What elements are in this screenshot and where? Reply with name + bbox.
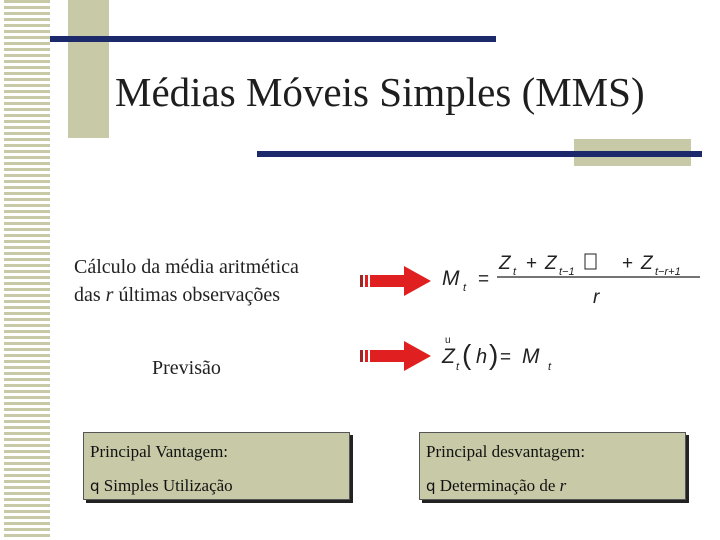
missing-glyph-box — [585, 254, 596, 269]
svg-text:t−1: t−1 — [559, 266, 575, 278]
calc-line-1: Cálculo da média aritmética — [74, 256, 299, 278]
svg-text:t−r+1: t−r+1 — [655, 266, 681, 278]
top-accent-line — [50, 36, 496, 42]
slide-title: Médias Móveis Simples (MMS) — [115, 69, 645, 115]
formula-lhs-sub: t — [463, 282, 467, 294]
forecast-formula — [438, 330, 578, 380]
formula-lhs: M — [442, 267, 460, 290]
checkbox-bullet-icon: q — [426, 477, 436, 495]
checkbox-bullet-icon: q — [90, 477, 100, 495]
moving-average-formula — [438, 245, 708, 315]
arrow-right-icon — [358, 263, 433, 299]
advantage-item: q Simples Utilização — [90, 476, 233, 495]
advantage-box — [83, 432, 350, 500]
formula-equals: = — [478, 269, 490, 290]
formula-plus-2: + — [622, 253, 634, 274]
formula-term-3: Z — [641, 253, 653, 274]
disadvantage-box — [419, 432, 686, 500]
svg-text:): ) — [489, 339, 499, 370]
calc-line-2: das r últimas observações — [74, 284, 281, 306]
hat-symbol: u — [445, 335, 451, 346]
formula-term-1: Z — [499, 253, 511, 274]
formula-term-2: Z — [545, 253, 557, 274]
forecast-label: Previsão — [152, 357, 221, 379]
bottom-accent-line-overlay — [257, 151, 702, 157]
disadvantage-item: q Determinação de r — [426, 476, 567, 495]
svg-text:=: = — [500, 347, 512, 368]
svg-text:M: M — [522, 345, 540, 368]
svg-text:h: h — [476, 346, 488, 368]
svg-text:t: t — [548, 361, 552, 373]
svg-text:(: ( — [462, 339, 472, 370]
left-stripe-decoration — [0, 0, 50, 540]
formula-plus-1: + — [526, 253, 538, 274]
formula-denominator: r — [593, 287, 600, 308]
calc-description — [74, 253, 299, 309]
svg-text:t: t — [456, 361, 460, 373]
advantage-header: Principal Vantagem: — [90, 442, 229, 461]
svg-text:t: t — [513, 266, 517, 278]
svg-text:Z: Z — [442, 345, 455, 368]
disadvantage-header: Principal desvantagem: — [426, 442, 586, 461]
arrow-right-icon — [358, 338, 433, 374]
title-block-decoration — [68, 0, 109, 138]
